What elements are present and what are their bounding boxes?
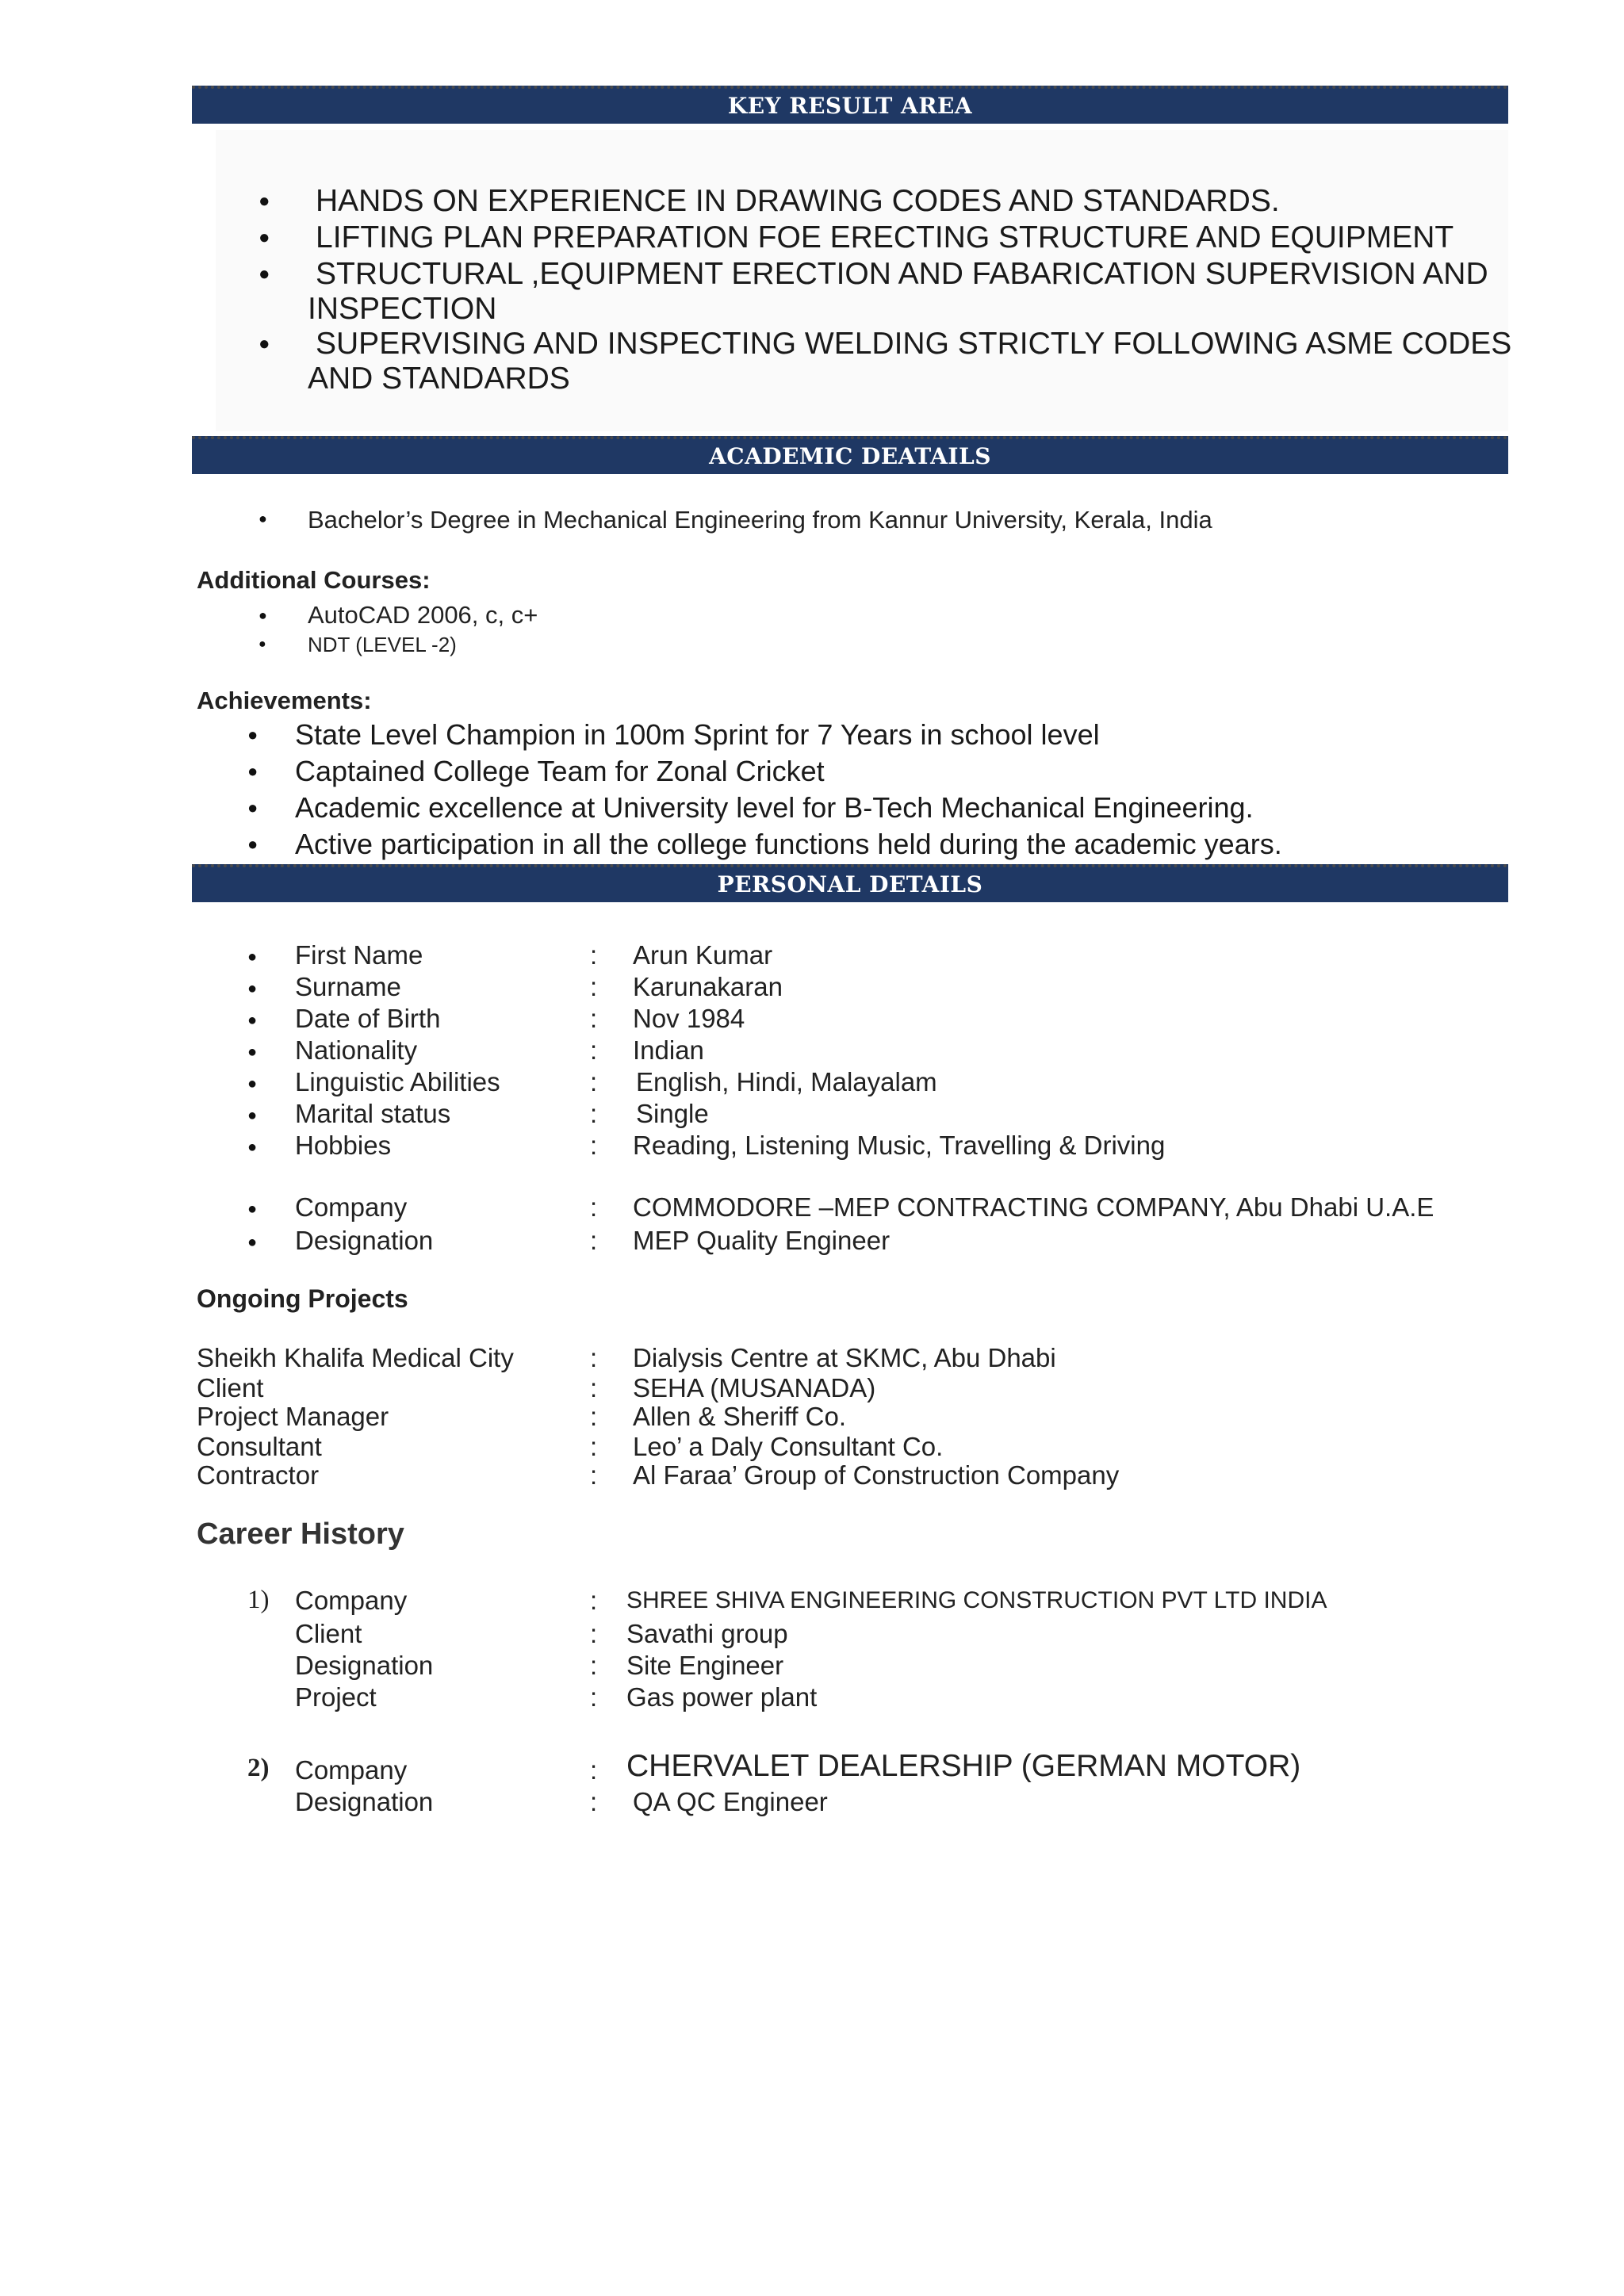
field-value: Single [636,1099,709,1128]
list-item-continuation: INSPECTION [308,292,497,326]
list-item: LIFTING PLAN PREPARATION FOE ERECTING STRUCTURE AND EQUIPMENT [316,220,1454,254]
field-label: Designation [295,1226,434,1255]
field-value: Arun Kumar [633,940,773,970]
section-title: ACADEMIC DEATAILS [709,443,991,469]
bullet: ● [259,263,270,285]
field-value: Gas power plant [626,1682,818,1712]
field-value: Savathi group [626,1619,788,1648]
field-label: Linguistic Abilities [295,1067,500,1096]
field-value: Dialysis Centre at SKMC, Abu Dhabi [633,1343,1056,1372]
bullet: ● [247,725,259,744]
field-value: Leo’ a Daly Consultant Co. [633,1432,944,1461]
separator: : [590,1067,598,1096]
separator: : [590,940,598,970]
achievement-item: Academic excellence at University level for B-Tech Mechanical Engineering. [295,791,1254,824]
field-value: Reading, Listening Music, Travelling & Driving [633,1131,1166,1160]
ongoing-projects-heading: Ongoing Projects [197,1284,408,1313]
bullet: ● [259,190,270,212]
field-label: Consultant [197,1432,322,1461]
bullet: ● [247,1234,258,1251]
field-label: Project Manager [197,1402,389,1431]
field-label: Designation [295,1651,434,1680]
bullet: ● [247,798,259,817]
field-label: Date of Birth [295,1004,441,1033]
field-value: SEHA (MUSANADA) [633,1373,876,1402]
separator: : [590,972,598,1001]
list-item-continuation: AND STANDARDS [308,362,570,396]
achievement-item: State Level Champion in 100m Sprint for 7 Years in school level [295,718,1100,751]
field-value: QA QC Engineer [633,1787,828,1816]
list-item: STRUCTURAL ,EQUIPMENT ERECTION AND FABARICATION SUPERVISION AND [316,257,1488,291]
bullet: ● [247,1107,258,1124]
separator: : [590,1226,598,1255]
bullet: ● [259,637,266,651]
achievement-item: Active participation in all the college functions held during the academic years. [295,828,1282,860]
separator: : [590,1432,598,1461]
separator: : [590,1192,598,1222]
field-label: First Name [295,940,423,970]
field-value: Indian [633,1035,704,1065]
achievement-item: Captained College Team for Zonal Cricket [295,755,825,787]
course-item: NDT (LEVEL -2) [308,633,457,656]
bullet: ● [247,834,259,854]
separator: : [590,1651,598,1680]
career-history-heading: Career History [197,1517,404,1551]
field-label: Contractor [197,1460,320,1490]
separator: : [590,1004,598,1033]
entry-number: 1) [247,1586,270,1614]
additional-courses-heading: Additional Courses: [197,566,431,594]
section-title: KEY RESULT AREA [727,93,973,119]
field-label: Marital status [295,1099,451,1128]
separator: : [590,1460,598,1490]
field-label: Hobbies [295,1131,392,1160]
section-bar-personal-details [192,864,1508,902]
separator: : [590,1035,598,1065]
bullet: ● [247,980,258,997]
bullet: ● [247,1138,258,1156]
field-label: Company [295,1755,408,1785]
separator: : [590,1402,598,1431]
achievements-heading: Achievements: [197,687,372,714]
bullet: ● [247,761,259,781]
separator: : [590,1682,598,1712]
bullet: ● [247,1043,258,1061]
bullet: ● [247,1075,258,1093]
field-label: Client [295,1619,362,1648]
field-value: English, Hindi, Malayalam [636,1067,937,1096]
field-label: Client [197,1373,264,1402]
list-item: HANDS ON EXPERIENCE IN DRAWING CODES AND STANDARDS. [316,184,1280,218]
separator: : [590,1373,598,1402]
field-label: Project [295,1682,377,1712]
section-title: PERSONAL DETAILS [717,871,983,897]
bullet: ● [247,1012,258,1029]
field-value: Nov 1984 [633,1004,745,1033]
field-label: Surname [295,972,401,1001]
field-value: COMMODORE –MEP CONTRACTING COMPANY, Abu Dhabi U.A.E [633,1192,1434,1222]
section-bar-academic-details [192,436,1508,474]
section-bar-key-result-area [192,86,1508,124]
field-value: SHREE SHIVA ENGINEERING CONSTRUCTION PVT LTD INDIA [626,1587,1327,1613]
separator: : [590,1099,598,1128]
degree-text: Bachelor’s Degree in Mechanical Engineering from Kannur University, Kerala, India [308,506,1212,534]
bullet: ● [247,1200,258,1218]
course-item: AutoCAD 2006, c, c+ [308,601,538,629]
list-item: SUPERVISING AND INSPECTING WELDING STRICTLY FOLLOWING ASME CODES [316,327,1512,361]
field-value: Site Engineer [626,1651,784,1680]
separator: : [590,1131,598,1160]
separator: : [590,1787,598,1816]
bullet: ● [247,948,258,966]
separator: : [590,1586,598,1615]
field-value: Allen & Sheriff Co. [633,1402,847,1431]
field-value: CHERVALET DEALERSHIP (GERMAN MOTOR) [626,1749,1301,1783]
bullet: ● [259,511,267,526]
field-label: Company [295,1192,408,1222]
separator: : [590,1755,598,1785]
field-label: Nationality [295,1035,418,1065]
field-label: Designation [295,1787,434,1816]
field-value: Karunakaran [633,972,783,1001]
bullet: ● [259,607,267,623]
field-label: Company [295,1586,408,1615]
field-value: MEP Quality Engineer [633,1226,891,1255]
entry-number: 2) [247,1754,270,1782]
field-value: Al Faraa’ Group of Construction Company [633,1460,1120,1490]
separator: : [590,1619,598,1648]
bullet: ● [259,227,270,248]
bullet: ● [259,333,270,354]
separator: : [590,1343,598,1372]
field-label: Sheikh Khalifa Medical City [197,1343,514,1372]
